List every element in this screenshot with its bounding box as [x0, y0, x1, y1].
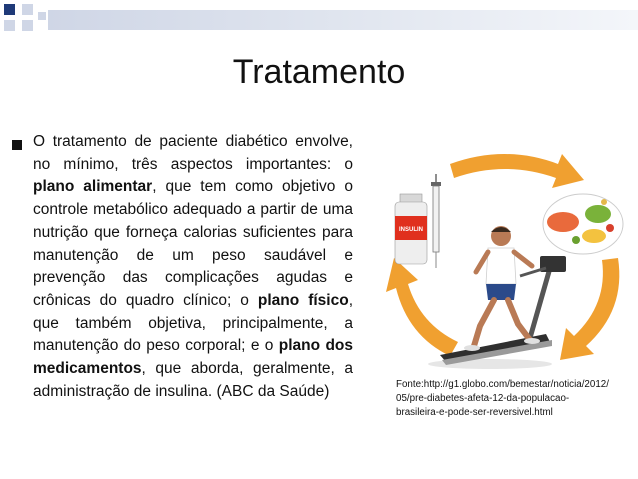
insulin-vial-icon [395, 194, 427, 264]
bullet-paragraph [33, 131, 353, 403]
decorative-header-band [0, 0, 638, 40]
bullet-square-icon [12, 140, 22, 150]
source-caption-line: brasileira-e-pode-ser-reversivel.html [396, 407, 553, 418]
source-caption-line: Fonte:http://g1.globo.com/bemestar/noticia/2012/ [396, 379, 609, 390]
emphasis-plano-medicamentos: plano dos medicamentos [33, 337, 353, 378]
slide-title: Tratamento [232, 53, 406, 91]
source-caption-line: 05/pre-diabetes-afeta-12-da-populacao- [396, 393, 570, 404]
decor-square [4, 20, 15, 31]
paragraph-text: , que também objetiva, principalmente, a manutenção do peso corporal; e o [33, 291, 353, 355]
decor-square [22, 20, 33, 31]
syringe-icon [431, 174, 441, 268]
emphasis-plano-fisico: plano físico [257, 291, 349, 309]
insulin-label: INSULIN [399, 227, 423, 233]
decor-square [38, 12, 46, 20]
decor-square [4, 4, 15, 15]
decor-gradient-bar [48, 10, 638, 30]
decor-square [22, 4, 33, 15]
emphasis-plano-alimentar: plano alimentar [33, 178, 153, 196]
paragraph-text: O tratamento de paciente diabético envolve, no mínimo, três aspectos importantes: o [33, 133, 353, 173]
healthy-meal-plate-icon [543, 194, 623, 254]
paragraph-text: , que aborda, geralmente, a administração de insulina. (ABC da Saúde) [33, 360, 353, 400]
paragraph-text: , que tem como objetivo o controle metabólico adequado a partir de uma nutrição que forneça calorias suficientes para manutenção de um peso saudável e prevenção das complicações agudas e crônicas do quadro clínico; o [33, 178, 353, 309]
source-caption [396, 378, 636, 420]
treatment-cycle-illustration [380, 150, 635, 375]
